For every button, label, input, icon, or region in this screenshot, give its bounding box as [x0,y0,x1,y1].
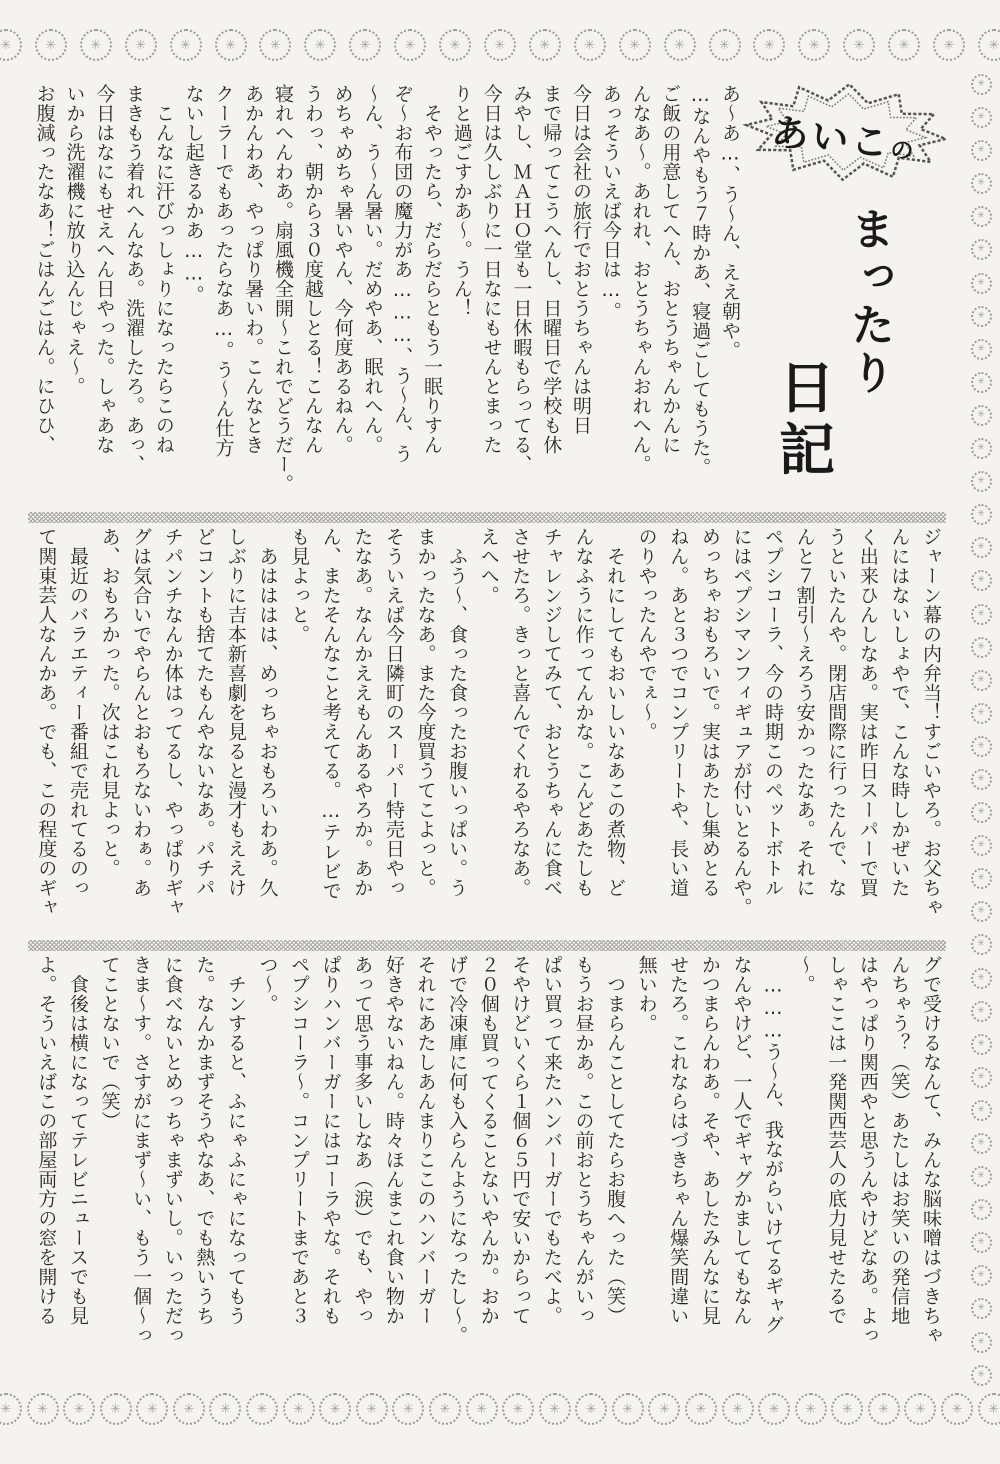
flower-motif-icon: ✳ [612,1393,644,1425]
diary-title-aiko: あいこの [769,110,915,166]
flower-motif-icon: ✳ [709,29,741,61]
flower-motif-icon: ✳ [971,802,992,823]
text-column: んちゃう？（笑）あたしはお笑いの発信地 [888,955,911,1326]
text-column: んなふうに作ってんかな。こんどあたしも [572,527,595,898]
flower-motif-icon: ✳ [758,1393,790,1425]
text-column: 〜ん、う〜ん暑い。だめやあ、眠れへん。 [361,84,384,455]
text-column: りと過ごすかあ〜。うん！ [450,84,473,318]
text-column: はやっぱり関西やと思うんやけどなあ。よっ [856,955,879,1345]
text-column: グで受けるなんて、みんな脳味噌はづきちゃ [920,955,942,1345]
flower-motif-icon: ✳ [843,29,875,61]
flower-motif-icon: ✳ [283,1393,315,1425]
flower-motif-icon: ✳ [971,1001,992,1022]
text-column: ご飯の用意してへん、おとうちゃんかんに [659,84,682,455]
flower-motif-icon: ✳ [971,438,992,459]
flower-motif-icon: ✳ [971,1365,992,1386]
flower-motif-icon: ✳ [575,1393,607,1425]
flower-motif-icon: ✳ [941,1393,973,1425]
flower-motif-icon: ✳ [798,29,830,61]
text-column: 食後は横になってテレビニュースでも見 [66,955,89,1326]
flower-motif-icon: ✳ [971,173,992,194]
flower-motif-icon: ✳ [0,1393,22,1425]
flower-motif-icon: ✳ [971,1067,992,1088]
flower-motif-icon: ✳ [619,29,651,61]
flower-motif-icon: ✳ [971,1298,992,1319]
flower-motif-icon: ✳ [209,1393,241,1425]
flower-motif-icon: ✳ [971,1199,992,1220]
flower-motif-icon: ✳ [971,504,992,525]
text-column: つ〜。 [256,955,279,1014]
text-column: に食べないとめっちゃまずいし。いっただっ [161,955,184,1345]
flower-motif-icon: ✳ [971,537,992,558]
text-column: どコントも捨てたもんやないなあ。パチパ [193,527,216,898]
flower-motif-icon: ✳ [246,1393,278,1425]
text-column: うといたんや。閉店間際に行ったんで、な [825,527,848,898]
text-column: て関東芸人なんかあ。でも、この程度のギャ [35,527,58,917]
text-column: うわっ、朝から３０度越しとる！こんなん [301,84,324,455]
flower-motif-icon: ✳ [971,670,992,691]
flower-motif-icon: ✳ [971,1034,992,1055]
flower-motif-icon: ✳ [304,29,336,61]
diary-title-nikki: 日記 [770,358,835,482]
decorative-border-top [0,26,1000,64]
flower-motif-icon: ✳ [35,29,67,61]
text-column: チパンチなんか体はってるし、やっぱりギャ [161,527,184,917]
text-column: なんやけど、一人でギャグかましてもなん [730,955,753,1326]
text-column: ぱりハンバーガーにはコーラやな。それも [319,955,342,1326]
flower-motif-icon: ✳ [971,1100,992,1121]
text-column: めちゃめちゃ暑いやん、今何度あるねん。 [331,84,354,455]
text-column: た。なんかまずそうやなあ、でも熱いうち [193,955,216,1326]
flower-motif-icon: ✳ [978,1393,1000,1425]
text-column: めっちゃおもろいで。実はあたし集めとる [698,527,721,898]
flower-motif-icon: ✳ [971,835,992,856]
flower-motif-icon: ✳ [971,471,992,492]
section-divider [28,940,946,951]
flower-motif-icon: ✳ [971,868,992,889]
flower-motif-icon: ✳ [753,29,785,61]
flower-motif-icon: ✳ [978,29,1000,61]
text-column: ペプシコーラ〜。コンプリートまであと３ [288,955,311,1326]
text-column: く出来ひんしなあ。実は昨日スーパーで買 [856,527,879,898]
text-column: それにあたしあんまりここのハンバーガー [414,955,437,1326]
flower-motif-icon: ✳ [27,1393,59,1425]
text-column: んなあ〜。あれれ、おとうちゃんおれへん。 [629,84,652,474]
text-column: つまらんことしてたらお腹へった（笑） [604,955,627,1326]
diary-entry-section-3 [28,955,946,1389]
text-column: あっそういえば今日は…。 [599,84,622,321]
text-column: ん、またそんなこと考えてる。…テレビで [319,527,342,901]
flower-motif-icon: ✳ [971,306,992,327]
text-column: にはペプシマンフィギュアが付いとるんや。 [730,527,753,917]
flower-motif-icon: ✳ [170,29,202,61]
flower-motif-icon: ✳ [484,29,516,61]
flower-motif-icon: ✳ [63,1393,95,1425]
section-divider [28,512,946,523]
diary-title-burst [738,69,953,195]
text-column: もうお昼かあ。この前おとうちゃんがいっ [572,955,595,1326]
flower-motif-icon: ✳ [356,1393,388,1425]
flower-motif-icon: ✳ [136,1393,168,1425]
text-column: ぞ〜お布団の魔力があ………、う〜ん、う [391,84,414,464]
text-column: 最近のバラエティー番組で売れてるのっ [66,527,89,898]
text-column: お腹減ったなあ！ごはんごはん。にひひ、 [33,84,56,455]
text-column: 〜。 [793,955,816,994]
diary-entry-section-1 [28,84,744,516]
flower-motif-icon: ✳ [971,570,992,591]
flower-motif-icon: ✳ [392,1393,424,1425]
text-column: チャレンジしてみて、おとうちゃんに食べ [540,527,563,898]
flower-motif-icon: ✳ [971,239,992,260]
flower-motif-icon: ✳ [574,29,606,61]
text-column: あかんわあ、やっぱり暑いわ。こんなとき [242,84,265,455]
text-column: まきもう着れへんなあ。洗濯したろ。あっ、 [123,84,146,474]
text-column: ないし起きるかあ……。 [182,84,205,305]
flower-motif-icon: ✳ [888,29,920,61]
flower-motif-icon: ✳ [529,29,561,61]
flower-motif-icon: ✳ [971,1232,992,1253]
flower-motif-icon: ✳ [971,703,992,724]
text-column: んにはないしょやで、こんな時しかぜいた [888,527,911,898]
flower-motif-icon: ✳ [215,29,247,61]
text-column: クーラーでもあったらなあ…。う〜ん仕方 [212,84,235,458]
text-column: いから洗濯機に放り込んじゃえ〜。 [63,84,86,396]
flower-motif-icon: ✳ [971,934,992,955]
flower-motif-icon: ✳ [173,1393,205,1425]
flower-motif-icon: ✳ [685,1393,717,1425]
flower-motif-icon: ✳ [971,968,992,989]
flower-motif-icon: ✳ [394,29,426,61]
flower-motif-icon: ✳ [971,736,992,757]
flower-motif-icon: ✳ [831,1393,863,1425]
text-column: てことないで（笑） [98,955,121,1131]
text-column: 寝れへんわあ。扇風機全開〜これでどうだー。 [272,84,295,494]
text-column: こんなに汗びっしょりになったらこのね [152,84,175,455]
text-column: のりやったんやでぇ〜。 [635,527,658,742]
text-column: ふう〜、食った食ったお腹いっぱい。う [446,527,469,898]
flower-motif-icon: ✳ [466,1393,498,1425]
flower-motif-icon: ✳ [971,901,992,922]
text-column: えへへ。 [477,527,500,605]
diary-entry-section-2 [28,527,946,939]
text-column: あ〜あ…、う〜ん、ええ朝や。 [719,84,741,360]
text-column: チンすると、ふにゃふにゃになってもう [224,955,247,1326]
text-column: きま〜す。さすがにまず〜い、もう一個〜っ [130,955,153,1345]
flower-motif-icon: ✳ [795,1393,827,1425]
flower-motif-icon: ✳ [971,74,992,95]
flower-motif-icon: ✳ [971,1133,992,1154]
flower-motif-icon: ✳ [319,1393,351,1425]
flower-motif-icon: ✳ [971,1166,992,1187]
flower-motif-icon: ✳ [80,29,112,61]
flower-motif-icon: ✳ [539,1393,571,1425]
flower-motif-icon: ✳ [349,29,381,61]
flower-motif-icon: ✳ [971,405,992,426]
decorative-border-bottom [0,1390,1000,1428]
flower-motif-icon: ✳ [933,29,965,61]
text-column: 今日は会社の旅行でおとうちゃんは明日 [570,84,593,435]
text-column: 今日は久しぶりに一日なにもせんとまった [480,84,503,455]
flower-motif-icon: ✳ [971,107,992,128]
flower-motif-icon: ✳ [971,140,992,161]
text-column: しゃここは一発関西芸人の底力見せたるで [825,955,848,1326]
text-column: ………う〜ん、我ながらいけてるギャグ [762,955,785,1335]
flower-motif-icon: ✳ [971,206,992,227]
text-column: …なんやもう７時かあ、寝過ごしてもうた。 [689,84,712,477]
flower-motif-icon: ✳ [722,1393,754,1425]
text-column: ２０個も買ってくることないやんか。おか [477,955,500,1326]
text-column: まかったなあ。また今度買うてこよっと。 [414,527,437,898]
flower-motif-icon: ✳ [971,769,992,790]
text-column: んと７割引〜えろう安かったなあ。それに [793,527,816,898]
text-column: ねん。あと３つでコンプリートや、長い道 [667,527,690,898]
flower-motif-icon: ✳ [439,29,471,61]
text-column: みやし、ＭＡＨＯ堂も一日休暇もらってる、 [510,84,533,474]
decorative-border-right [968,74,994,1386]
text-column: ペプシコーラ、今の時期このペットボトル [762,527,785,898]
flower-motif-icon: ✳ [429,1393,461,1425]
text-column: あ、おもろかった。次はこれ見よっと。 [98,527,121,878]
flower-motif-icon: ✳ [971,273,992,294]
text-column: そやったら、だらだらともう一眠りすん [421,84,444,455]
text-column: も見よっと。 [288,527,311,644]
flower-motif-icon: ✳ [664,29,696,61]
flower-motif-icon: ✳ [971,604,992,625]
text-column: しぶりに吉本新喜劇を見ると漫才もええけ [224,527,247,898]
flower-motif-icon: ✳ [0,29,22,61]
text-column: あはははは、めっちゃおもろいわあ。久 [256,527,279,898]
flower-motif-icon: ✳ [125,29,157,61]
text-column: よ。そういえばこの部屋両方の窓を開ける [35,955,58,1326]
text-column: 今日はなにもせえへん日やった。しゃあな [93,84,116,455]
flower-motif-icon: ✳ [971,1265,992,1286]
flower-motif-icon: ✳ [904,1393,936,1425]
text-column: させたろ。きっと喜んでくれるやろなあ。 [509,527,532,898]
flower-motif-icon: ✳ [648,1393,680,1425]
flower-motif-icon: ✳ [259,29,291,61]
text-column: あって思う事多いしなあ（涙）でも、やっ [351,955,374,1326]
text-column: グは気合いでやらんとおもろないわぁ。あ [130,527,153,898]
diary-title-mattari: まったり [843,206,894,398]
text-column: それにしてもおいしいなあこの煮物、ど [604,527,627,898]
text-column: まで帰ってこうへんし、日曜日で学校も休 [540,84,563,455]
flower-motif-icon: ✳ [971,372,992,393]
text-column: せたろ。これならはづきちゃん爆笑間違い [667,955,690,1326]
text-column: ジャーン幕の内弁当！すごいやろ。お父ちゃ [920,527,942,917]
text-column: そやけどいくら１個６５円で安いからって [509,955,532,1326]
text-column: かつまらんわあ。そや、あしたみんなに見 [698,955,721,1326]
text-column: たなあ。なんかええもんあるやろか。あか [351,527,374,898]
flower-motif-icon: ✳ [971,339,992,360]
text-column: そういえば今日隣町のスーパー特売日やっ [382,527,405,898]
flower-motif-icon: ✳ [502,1393,534,1425]
flower-motif-icon: ✳ [100,1393,132,1425]
text-column: 好きやないねん。時々ほんまこれ食い物か [382,955,405,1326]
text-column: 無いわ。 [635,955,658,1033]
flower-motif-icon: ✳ [971,637,992,658]
flower-motif-icon: ✳ [971,1332,992,1353]
text-column: げで冷凍庫に何も入らんようになったし〜。 [446,955,469,1345]
text-column: ぱい買って来たハンバーガーでもたべよ。 [540,955,563,1326]
flower-motif-icon: ✳ [868,1393,900,1425]
